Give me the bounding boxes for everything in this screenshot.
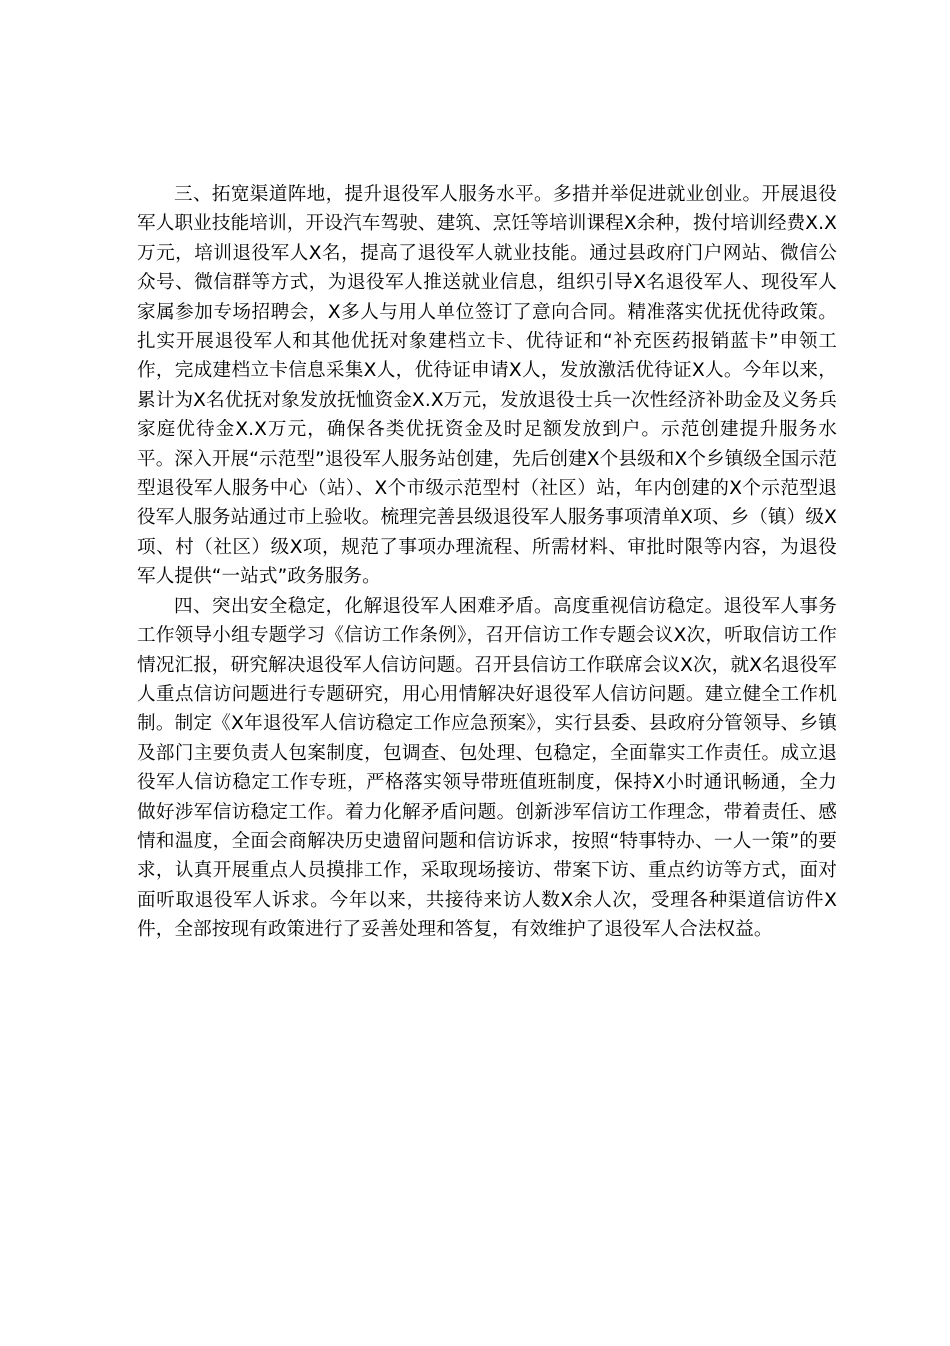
document-body	[137, 180, 837, 945]
paragraph-section-four: 四、突出安全稳定，化解退役军人困难矛盾。高度重视信访稳定。退役军人事务工作领导小组专题学习《信访工作条例》，召开信访工作专题会议X次，听取信访工作情况汇报，研究解决退役军人信访问题。召开县信访工作联席会议X次，就X名退役军人重点信访问题进行专题研究，用心用情解决好退役军人信访问题。建立健全工作机制。制定《X年退役军人信访稳定工作应急预案》，实行县委、县政府分管领导、乡镇及部门主要负责人包案制度，包调查、包处理、包稳定，全面靠实工作责任。成立退役军人信访稳定工作专班，严格落实领导带班值班制度，保持X小时通讯畅通，全力做好涉军信访稳定工作。着力化解矛盾问题。创新涉军信访工作理念，带着责任、感情和温度，全面会商解决历史遗留问题和信访诉求，按照“特事特办、一人一策”的要求，认真开展重点人员摸排工作，采取现场接访、带案下访、重点约访等方式，面对面听取退役军人诉求。今年以来，共接待来访人数X余人次，受理各种渠道信访件X件，全部按现有政策进行了妥善处理和答复，有效维护了退役军人合法权益。	[137, 595, 837, 941]
paragraph-section-three: 三、拓宽渠道阵地，提升退役军人服务水平。多措并举促进就业创业。开展退役军人职业技能培训，开设汽车驾驶、建筑、烹饪等培训课程X余种，拨付培训经费X.X万元，培训退役军人X名，提高了退役军人就业技能。通过县政府门户网站、微信公众号、微信群等方式，为退役军人推送就业信息，组织引导X名退役军人、现役军人家属参加专场招聘会，X多人与用人单位签订了意向合同。精准落实优抚优待政策。扎实开展退役军人和其他优抚对象建档立卡、优待证和“补充医药报销蓝卡”申领工作，完成建档立卡信息采集X人，优待证申请X人，发放激活优待证X人。今年以来，累计为X名优抚对象发放抚恤资金X.X万元，发放退役士兵一次性经济补助金及义务兵家庭优待金X.X万元，确保各类优抚资金及时足额发放到户。示范创建提升服务水平。深入开展“示范型”退役军人服务站创建，先后创建X个县级和X个乡镇级全国示范型退役军人服务中心（站）、X个市级示范型村（社区）站，年内创建的X个示范型退役军人服务站通过市上验收。梳理完善县级退役军人服务事项清单X项、乡（镇）级X项、村（社区）级X项，规范了事项办理流程、所需材料、审批时限等内容，为退役军人提供“一站式”政务服务。	[137, 184, 837, 588]
